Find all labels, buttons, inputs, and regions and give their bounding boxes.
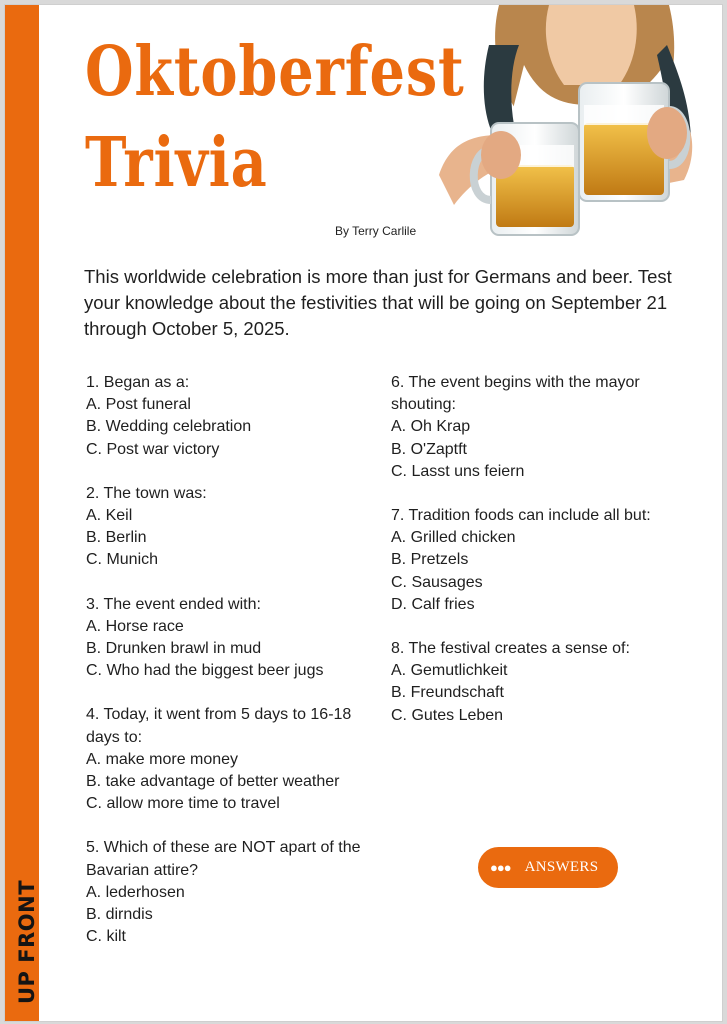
option: A. Keil: [86, 507, 133, 525]
question-1: [86, 372, 376, 461]
question-text: 6. The event begins with the mayor shouting:: [391, 374, 640, 414]
question-8: [391, 638, 687, 727]
title-line-1: Oktoberfest: [85, 32, 465, 112]
option: C. Lasst uns feiern: [391, 462, 525, 480]
section-label: UP FRONT: [15, 879, 39, 1004]
beer-mugs-photo: [429, 5, 699, 245]
option: A. Gemutlichkeit: [391, 662, 508, 680]
option: A. Post funeral: [86, 396, 191, 414]
option: B. O'Zaptft: [391, 440, 467, 458]
option: B. dirndis: [86, 906, 153, 924]
option: A. Oh Krap: [391, 418, 471, 436]
question-7: [391, 505, 687, 616]
option: B. take advantage of better weather: [86, 773, 340, 791]
question-text: 5. Which of these are NOT apart of the Bavarian attire?: [86, 839, 361, 879]
option: C. Sausages: [391, 573, 483, 591]
question-text: 3. The event ended with:: [86, 595, 261, 613]
answers-button[interactable]: [478, 847, 618, 888]
question-4: [86, 704, 376, 815]
option: C. Munich: [86, 551, 159, 569]
option: A. make more money: [86, 750, 239, 768]
question-text: 8. The festival creates a sense of:: [391, 640, 630, 658]
question-text: 1. Began as a:: [86, 374, 190, 391]
ellipsis-icon: ●●●: [490, 860, 511, 875]
question-text: 2. The town was:: [86, 484, 207, 502]
option: C. Gutes Leben: [391, 706, 504, 724]
option: C. Who had the biggest beer jugs: [86, 662, 324, 680]
title-line-2: Trivia: [85, 123, 268, 203]
question-text: 7. Tradition foods can include all but:: [391, 507, 651, 525]
option: C. Post war victory: [86, 440, 220, 458]
questions-right-column: [391, 372, 687, 749]
question-text: 4. Today, it went from 5 days to 16-18 days to:: [86, 706, 352, 746]
option: B. Freundschaft: [391, 684, 504, 702]
side-accent-bar: [5, 5, 39, 1021]
byline: By Terry Carlile: [335, 224, 417, 238]
question-6: [391, 372, 687, 483]
option: A. Horse race: [86, 617, 184, 635]
answers-button-label: ANSWERS: [524, 859, 599, 875]
option: C. allow more time to travel: [86, 795, 280, 813]
question-5: [86, 837, 376, 948]
option: B. Pretzels: [391, 551, 469, 569]
questions-left-column: [86, 372, 376, 970]
option: B. Drunken brawl in mud: [86, 640, 262, 658]
question-2: [86, 483, 376, 572]
magazine-page: [4, 4, 723, 1022]
intro-paragraph: This worldwide celebration is more than just for Germans and beer. Test your knowledge about the festivities that will be going on September 21 through October 5, 2025.: [84, 266, 672, 339]
option: B. Berlin: [86, 529, 147, 547]
option: A. Grilled chicken: [391, 529, 516, 547]
option: B. Wedding celebration: [86, 418, 252, 436]
option: A. lederhosen: [86, 883, 185, 901]
option: C. kilt: [86, 928, 126, 946]
option: D. Calf fries: [391, 595, 475, 613]
question-3: [86, 594, 376, 683]
